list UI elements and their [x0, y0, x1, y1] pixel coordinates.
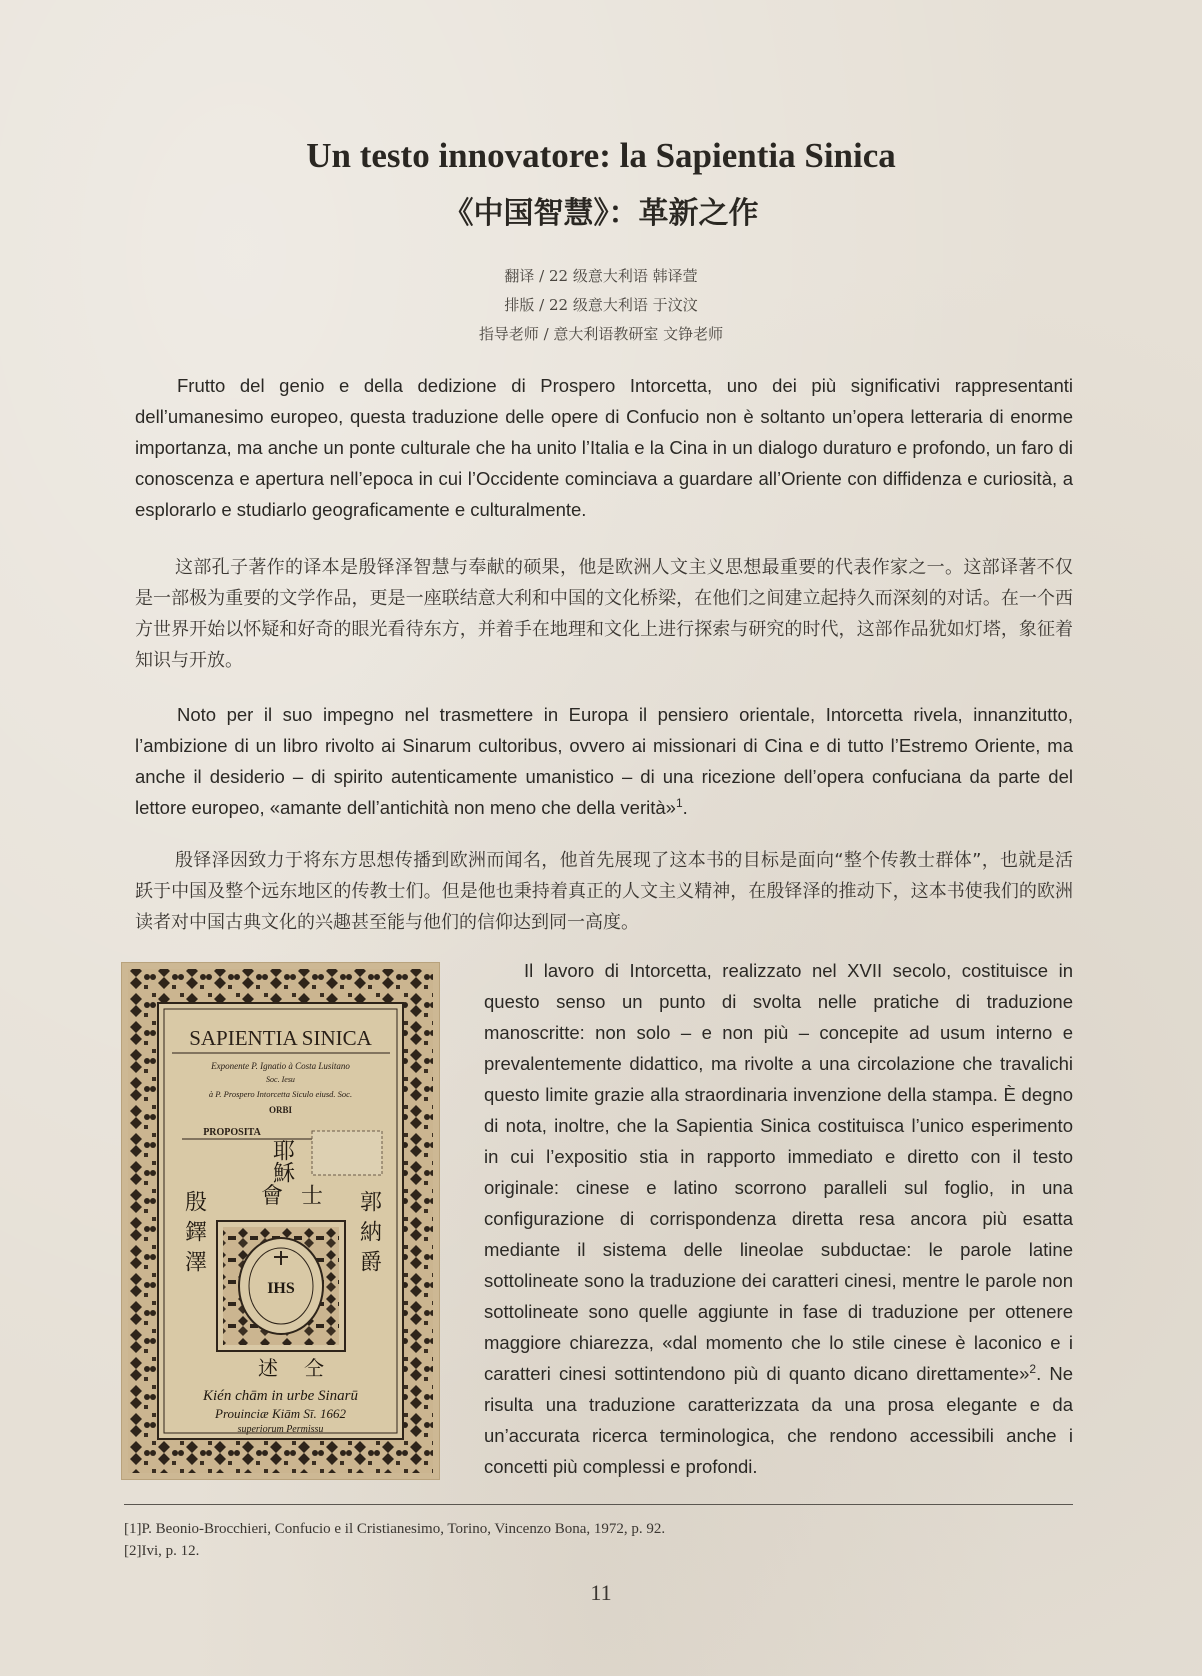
figure-cn-top: 耶穌 [269, 1139, 295, 1183]
book-title-page-image [122, 963, 439, 1479]
figure-seal-text: IHS [267, 1280, 295, 1297]
footnote-2: [2]Ivi, p. 12. [124, 1543, 200, 1559]
figure-line-3: à P. Prospero Intorcetta Siculo eiusd. Soc. [208, 1089, 353, 1099]
footnotes [124, 1518, 1073, 1562]
credit-translation: 翻译 / 22 级意大利语 韩译萱 [504, 267, 698, 285]
paragraph-italian-2-text: Noto per il suo impegno nel trasmettere in Europa il pensiero orientale, Intorcetta rivela, innanzitutto, l’ambizione di un libro rivolto ai Sinarum cultoribus, ovvero ai missionari di Cina e di tutto l’Estremo Oriente, ma anche il desiderio – di spirito autenticamente umanistico – di una ricezione dell’opera confuciana da parte del lettore europeo, «amante dell’antichità non meno che della verità» [135, 704, 1073, 818]
footnote-ref-2[interactable]: 2 [1029, 1361, 1037, 1376]
paragraph-italian-3 [484, 955, 1073, 1482]
figure-line-1: Exponente P. Ignatio à Costa Lusitano [211, 1061, 350, 1071]
footnote-divider [124, 1504, 1073, 1505]
page-subtitle-chinese: 《中国智慧》：革新之作 [443, 196, 759, 231]
figure-cn-left: 殷鐸澤 [181, 1190, 207, 1280]
page-title: Un testo innovatore: la Sapientia Sinica [306, 136, 896, 175]
figure-cn-bottom: 述仝 [258, 1356, 350, 1380]
footnote-ref-1[interactable]: 1 [675, 795, 683, 810]
figure-line-5: PROPOSITA [203, 1127, 261, 1138]
figure-imprint-1: Kién chām in urbe Sinarū [203, 1388, 358, 1404]
paragraph-italian-3-end: . Ne risulta una traduzione caratterizzata da una prosa elegante e da un’accurata ricerca terminologica, che rendono accessibili anche i concetti più complessi e profondi. [484, 1363, 1073, 1477]
paragraph-italian-3-text: Il lavoro di Intorcetta, realizzato nel XVII secolo, costituisce in questo senso un punto di svolta nelle pratiche di traduzione manoscritte: non solo – e non più – concepite ad usum interno e prevalentemente didattico, ma rivolte a una circolazione che travalichi questo limite grazie alla straordinaria invenzione della stampa. È degno di nota, inoltre, che la Sapientia Sinica costituisca l’unico esperimento in cui l’expositio stia in rapporto immediato e diretto con il testo originale: cinese e latino scorrono paralleli sul foglio, in una configurazione di corrispondenza diretta resa ancora più esatta mediante il sistema delle lineolae subductae: le parole latine sottolineate sono la traduzione dei caratteri cinesi, mentre le parole non sottolineate sono quelle aggiunte in fase di traduzione per ottenere maggiore chiarezza, «dal momento che lo stile cinese è laconico e i caratteri cinesi sottintendono più di quanto dicano direttamente» [484, 960, 1073, 1384]
figure-line-2: Soc. Iesu [266, 1075, 295, 1084]
paragraph-italian-2-end: . [682, 797, 688, 818]
figure-imprint-2: Prouinciæ Kiām Sī. 1662 [215, 1406, 346, 1421]
page-number: 11 [590, 1580, 612, 1605]
footnote-1: [1]P. Beonio-Brocchieri, Confucio e il Cristianesimo, Torino, Vincenzo Bona, 1972, p. 92. [124, 1521, 666, 1537]
figure-line-4: ORBI [268, 1105, 293, 1115]
title-page-illustration [122, 963, 439, 1479]
figure-cn-mid: 會士 [261, 1184, 342, 1209]
paragraph-italian-1: Frutto del genio e della dedizione di Prospero Intorcetta, uno dei più significativi rappresentanti dell’umanesimo europeo, questa traduzione delle opere di Confucio non è soltanto un’opera letteraria di enorme importanza, ma anche un ponte culturale che ha unito l’Italia e la Cina in un dialogo duraturo e profondo, un faro di conoscenza e apertura nell’epoca in cui l’Occidente cominciava a guardare all’Oriente con diffidenza e curiosità, a esplorarlo e studiarlo geograficamente e culturalmente. [135, 375, 1073, 520]
credit-layout: 排版 / 22 级意大利语 于汶汶 [504, 296, 698, 314]
credits [0, 262, 1202, 349]
figure-title: SAPIENTIA SINICA [189, 1026, 372, 1050]
paragraph-italian-2 [135, 699, 1073, 823]
paragraph-chinese-1: 这部孔子著作的译本是殷铎泽智慧与奉献的硕果，他是欧洲人文主义思想最重要的代表作家之一。这部译著不仅是一部极为重要的文学作品，更是一座联结意大利和中国的文化桥梁，在他们之间建立起持久而深刻的对话。在一个西方世界开始以怀疑和好奇的眼光看待东方，并着手在地理和文化上进行探索与研究的时代，这部作品犹如灯塔，象征着知识与开放。 [135, 557, 1073, 671]
figure-cn-right: 郭納爵 [356, 1190, 382, 1280]
paragraph-chinese-2: 殷铎泽因致力于将东方思想传播到欧洲而闻名，他首先展现了这本书的目标是面向“整个传教士群体”，也就是活跃于中国及整个远东地区的传教士们。但是他也秉持着真正的人文主义精神，在殷铎泽的推动下，这本书使我们的欧洲读者对中国古典文化的兴趣甚至能与他们的信仰达到同一高度。 [135, 850, 1073, 933]
credit-supervisor: 指导老师 / 意大利语教研室 文铮老师 [478, 325, 724, 343]
figure-imprint-3: superiorum Permissu [237, 1424, 324, 1435]
